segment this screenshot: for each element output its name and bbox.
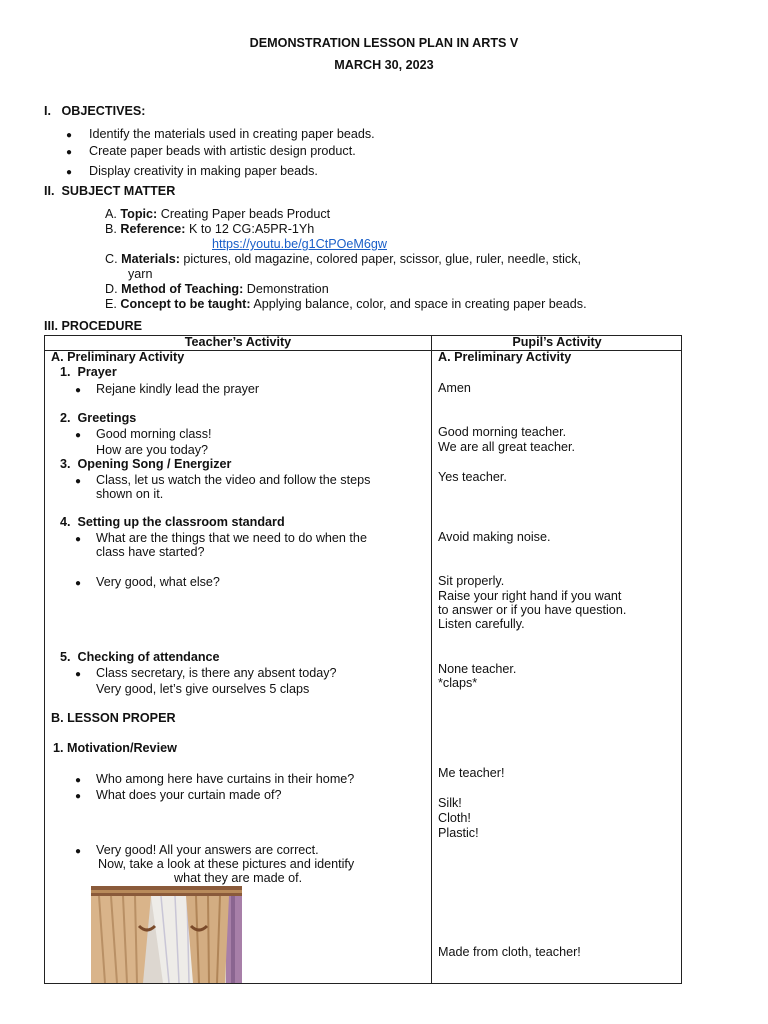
- pupil-preliminary-heading: A. Preliminary Activity: [438, 350, 572, 364]
- materials-value-continued: yarn: [128, 267, 153, 281]
- teacher-line: What are the things that we need to do when the: [96, 531, 367, 545]
- pupil-response: Me teacher!: [438, 766, 505, 780]
- teacher-line: Rejane kindly lead the prayer: [96, 382, 260, 396]
- reference-video-link[interactable]: https://youtu.be/g1CtPOeM6gw: [212, 237, 388, 251]
- topic-row: [105, 207, 330, 222]
- pupil-response: Cloth!: [438, 811, 471, 825]
- bullet-icon: ●: [75, 578, 82, 589]
- objective-item: Display creativity in making paper beads.: [89, 164, 318, 178]
- bullet-icon: ●: [75, 846, 82, 857]
- teacher-line: Class secretary, is there any absent today?: [96, 666, 337, 680]
- concept-label: Concept to be taught:: [120, 297, 251, 311]
- method-row: [105, 282, 329, 297]
- method-label: Method of Teaching:: [121, 282, 244, 296]
- pupil-response: Listen carefully.: [438, 617, 525, 631]
- objectives-heading: I. OBJECTIVES:: [44, 104, 146, 118]
- column-divider: [431, 335, 432, 984]
- document-title: DEMONSTRATION LESSON PLAN IN ARTS V: [249, 36, 519, 50]
- topic-label: Topic:: [120, 207, 158, 221]
- bullet-icon: ●: [75, 775, 82, 786]
- bullet-icon: ●: [75, 791, 82, 802]
- pupil-response: Made from cloth, teacher!: [438, 945, 581, 959]
- teacher-line: Now, take a look at these pictures and identify: [98, 857, 355, 871]
- teacher-line: How are you today?: [96, 443, 209, 457]
- teacher-line: What does your curtain made of?: [96, 788, 282, 802]
- method-value: Demonstration: [246, 282, 329, 296]
- topic-letter: A.: [105, 207, 117, 221]
- reference-label: Reference:: [120, 222, 186, 236]
- reference-value: K to 12 CG:A5PR-1Yh: [189, 222, 315, 236]
- concept-row: [105, 297, 587, 312]
- bullet-icon: ●: [75, 534, 82, 545]
- teacher-line: Very good, let’s give ourselves 5 claps: [96, 682, 310, 696]
- concept-value: Applying balance, color, and space in creating paper beads.: [253, 297, 587, 311]
- pupil-response: Amen: [438, 381, 471, 395]
- teacher-line: class have started?: [96, 545, 205, 559]
- greetings-heading: 2. Greetings: [60, 411, 137, 425]
- bullet-icon: ●: [75, 430, 82, 441]
- objective-item: Identify the materials used in creating paper beads.: [89, 127, 375, 141]
- pupil-response: to answer or if you have question.: [438, 603, 627, 617]
- bullet-icon: ●: [66, 147, 73, 158]
- materials-row: [105, 252, 581, 267]
- procedure-heading: III. PROCEDURE: [44, 319, 142, 333]
- pupil-column-header: Pupil’s Activity: [512, 335, 602, 349]
- pupil-response: *claps*: [438, 676, 478, 690]
- concept-letter: E.: [105, 297, 117, 311]
- teacher-column-header: Teacher’s Activity: [184, 335, 292, 349]
- materials-label: Materials:: [121, 252, 180, 266]
- attendance-heading: 5. Checking of attendance: [60, 650, 220, 664]
- teacher-line: Class, let us watch the video and follow the steps: [96, 473, 371, 487]
- subject-matter-heading: II. SUBJECT MATTER: [44, 184, 176, 198]
- pupil-response: Silk!: [438, 796, 462, 810]
- document-date: MARCH 30, 2023: [334, 58, 434, 72]
- pupil-response: None teacher.: [438, 662, 517, 676]
- method-letter: D.: [105, 282, 118, 296]
- bullet-icon: ●: [75, 476, 82, 487]
- topic-value: Creating Paper beads Product: [160, 207, 331, 221]
- pupil-response: We are all great teacher.: [438, 440, 575, 454]
- bullet-icon: ●: [66, 130, 73, 141]
- opening-song-heading: 3. Opening Song / Energizer: [60, 457, 232, 471]
- prayer-heading: 1. Prayer: [60, 365, 117, 379]
- teacher-line: Good morning class!: [96, 427, 212, 441]
- materials-value: pictures, old magazine, colored paper, scissor, glue, ruler, needle, stick,: [183, 252, 582, 266]
- objective-item: Create paper beads with artistic design product.: [89, 144, 356, 158]
- teacher-preliminary-heading: A. Preliminary Activity: [51, 350, 185, 364]
- pupil-response: Sit properly.: [438, 574, 505, 588]
- bullet-icon: ●: [66, 167, 73, 178]
- teacher-line: Very good, what else?: [96, 575, 220, 589]
- pupil-response: Avoid making noise.: [438, 530, 551, 544]
- reference-letter: B.: [105, 222, 117, 236]
- reference-row: [105, 222, 314, 237]
- lesson-proper-heading: B. LESSON PROPER: [51, 711, 176, 725]
- materials-letter: C.: [105, 252, 118, 266]
- classroom-standard-heading: 4. Setting up the classroom standard: [60, 515, 285, 529]
- bullet-icon: ●: [75, 669, 82, 680]
- pupil-response: Raise your right hand if you want: [438, 589, 622, 603]
- teacher-line: Very good! All your answers are correct.: [96, 843, 319, 857]
- pupil-response: Plastic!: [438, 826, 479, 840]
- teacher-line: Who among here have curtains in their home?: [96, 772, 355, 786]
- motivation-heading: 1. Motivation/Review: [53, 741, 177, 755]
- teacher-line: shown on it.: [96, 487, 164, 501]
- pupil-response: Good morning teacher.: [438, 425, 567, 439]
- pupil-response: Yes teacher.: [438, 470, 507, 484]
- bullet-icon: ●: [75, 385, 82, 396]
- curtain-picture: [91, 886, 242, 983]
- teacher-line: what they are made of.: [174, 871, 303, 885]
